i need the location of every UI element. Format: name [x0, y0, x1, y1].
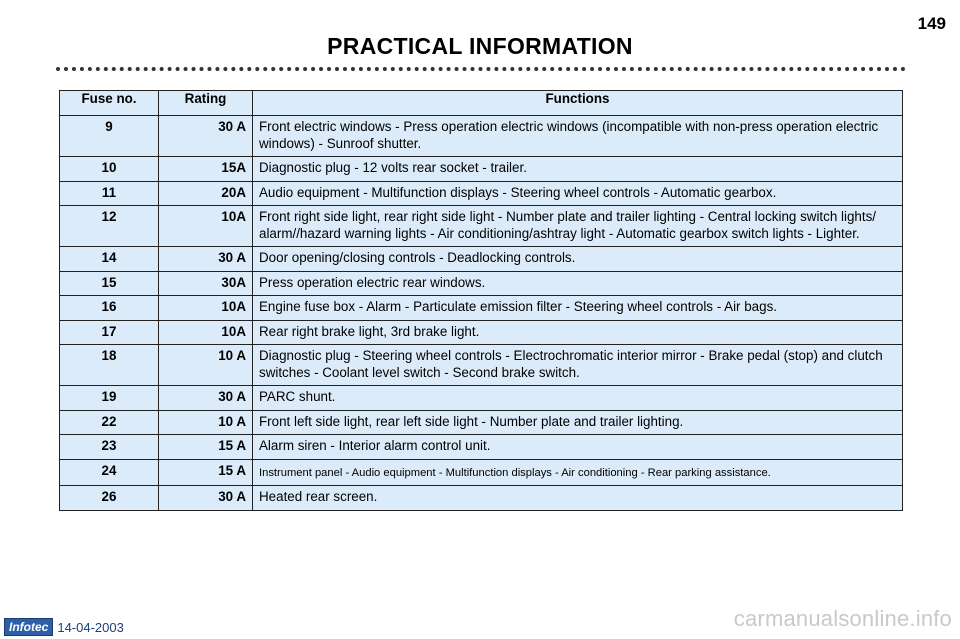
- rating-cell: 15A: [159, 157, 253, 182]
- functions-cell: Front electric windows - Press operation electric windows (incompatible with non-press operation electric windows) - Sunroof shutter.: [253, 116, 903, 157]
- rating-cell: 30 A: [159, 486, 253, 511]
- fuse-number-cell: 15: [60, 271, 159, 296]
- rating-cell: 10 A: [159, 345, 253, 386]
- functions-cell: Front right side light, rear right side light - Number plate and trailer lighting - Central locking switch lights/ alarm//hazard warning lights - Air conditioning/ashtray light - Automatic gearbox switch lights - Lighter.: [253, 206, 903, 247]
- table-row: [60, 410, 903, 435]
- fuse-number-cell: 17: [60, 320, 159, 345]
- page-number: 149: [917, 14, 946, 33]
- rating-cell: 10A: [159, 206, 253, 247]
- rating-cell: 30 A: [159, 247, 253, 272]
- table-row: [60, 157, 903, 182]
- rating-cell: 30 A: [159, 116, 253, 157]
- table-row: [60, 181, 903, 206]
- dotted-divider: [56, 67, 906, 71]
- functions-cell: Door opening/closing controls - Deadlocking controls.: [253, 247, 903, 272]
- table-row: [60, 459, 903, 486]
- fuse-number-cell: 22: [60, 410, 159, 435]
- functions-cell: Front left side light, rear left side light - Number plate and trailer lighting.: [253, 410, 903, 435]
- header-rating: Rating: [159, 91, 253, 116]
- rating-cell: 20A: [159, 181, 253, 206]
- functions-cell: Heated rear screen.: [253, 486, 903, 511]
- functions-cell: Alarm siren - Interior alarm control unit.: [253, 435, 903, 460]
- watermark: carmanualsonline.info: [733, 606, 952, 631]
- functions-cell: Audio equipment - Multifunction displays - Steering wheel controls - Automatic gearbox.: [253, 181, 903, 206]
- functions-cell: Rear right brake light, 3rd brake light.: [253, 320, 903, 345]
- functions-cell: Diagnostic plug - Steering wheel controls - Electrochromatic interior mirror - Brake pedal (stop) and clutch switches - Coolant level switch - Second brake switch.: [253, 345, 903, 386]
- fuse-number-cell: 9: [60, 116, 159, 157]
- table-row: [60, 345, 903, 386]
- page-title: PRACTICAL INFORMATION: [327, 33, 633, 59]
- fuse-table: [59, 90, 903, 511]
- fuse-table-body: [60, 116, 903, 511]
- functions-cell: Engine fuse box - Alarm - Particulate emission filter - Steering wheel controls - Air bags.: [253, 296, 903, 321]
- fuse-number-cell: 26: [60, 486, 159, 511]
- fuse-number-cell: 14: [60, 247, 159, 272]
- footer: [4, 619, 124, 635]
- rating-cell: 10A: [159, 320, 253, 345]
- fuse-number-cell: 23: [60, 435, 159, 460]
- rating-cell: 15 A: [159, 435, 253, 460]
- rating-cell: 15 A: [159, 459, 253, 486]
- fuse-number-cell: 11: [60, 181, 159, 206]
- table-row: [60, 206, 903, 247]
- table-row: [60, 296, 903, 321]
- footer-date: 14-04-2003: [57, 619, 124, 635]
- fuse-number-cell: 19: [60, 386, 159, 411]
- header-fuse-no: Fuse no.: [60, 91, 159, 116]
- functions-cell: Press operation electric rear windows.: [253, 271, 903, 296]
- table-row: [60, 486, 903, 511]
- fuse-number-cell: 10: [60, 157, 159, 182]
- table-header-row: [60, 91, 903, 116]
- table-row: [60, 116, 903, 157]
- rating-cell: 30A: [159, 271, 253, 296]
- functions-cell: Diagnostic plug - 12 volts rear socket - trailer.: [253, 157, 903, 182]
- rating-cell: 30 A: [159, 386, 253, 411]
- table-row: [60, 320, 903, 345]
- table-row: [60, 247, 903, 272]
- fuse-number-cell: 12: [60, 206, 159, 247]
- infotec-logo: Infotec: [4, 618, 53, 636]
- table-row: [60, 435, 903, 460]
- functions-cell: PARC shunt.: [253, 386, 903, 411]
- fuse-number-cell: 24: [60, 459, 159, 486]
- table-row: [60, 271, 903, 296]
- functions-cell: Instrument panel - Audio equipment - Multifunction displays - Air conditioning - Rear parking assistance.: [253, 459, 903, 486]
- rating-cell: 10A: [159, 296, 253, 321]
- header-functions: Functions: [253, 91, 903, 116]
- fuse-number-cell: 16: [60, 296, 159, 321]
- rating-cell: 10 A: [159, 410, 253, 435]
- fuse-number-cell: 18: [60, 345, 159, 386]
- table-row: [60, 386, 903, 411]
